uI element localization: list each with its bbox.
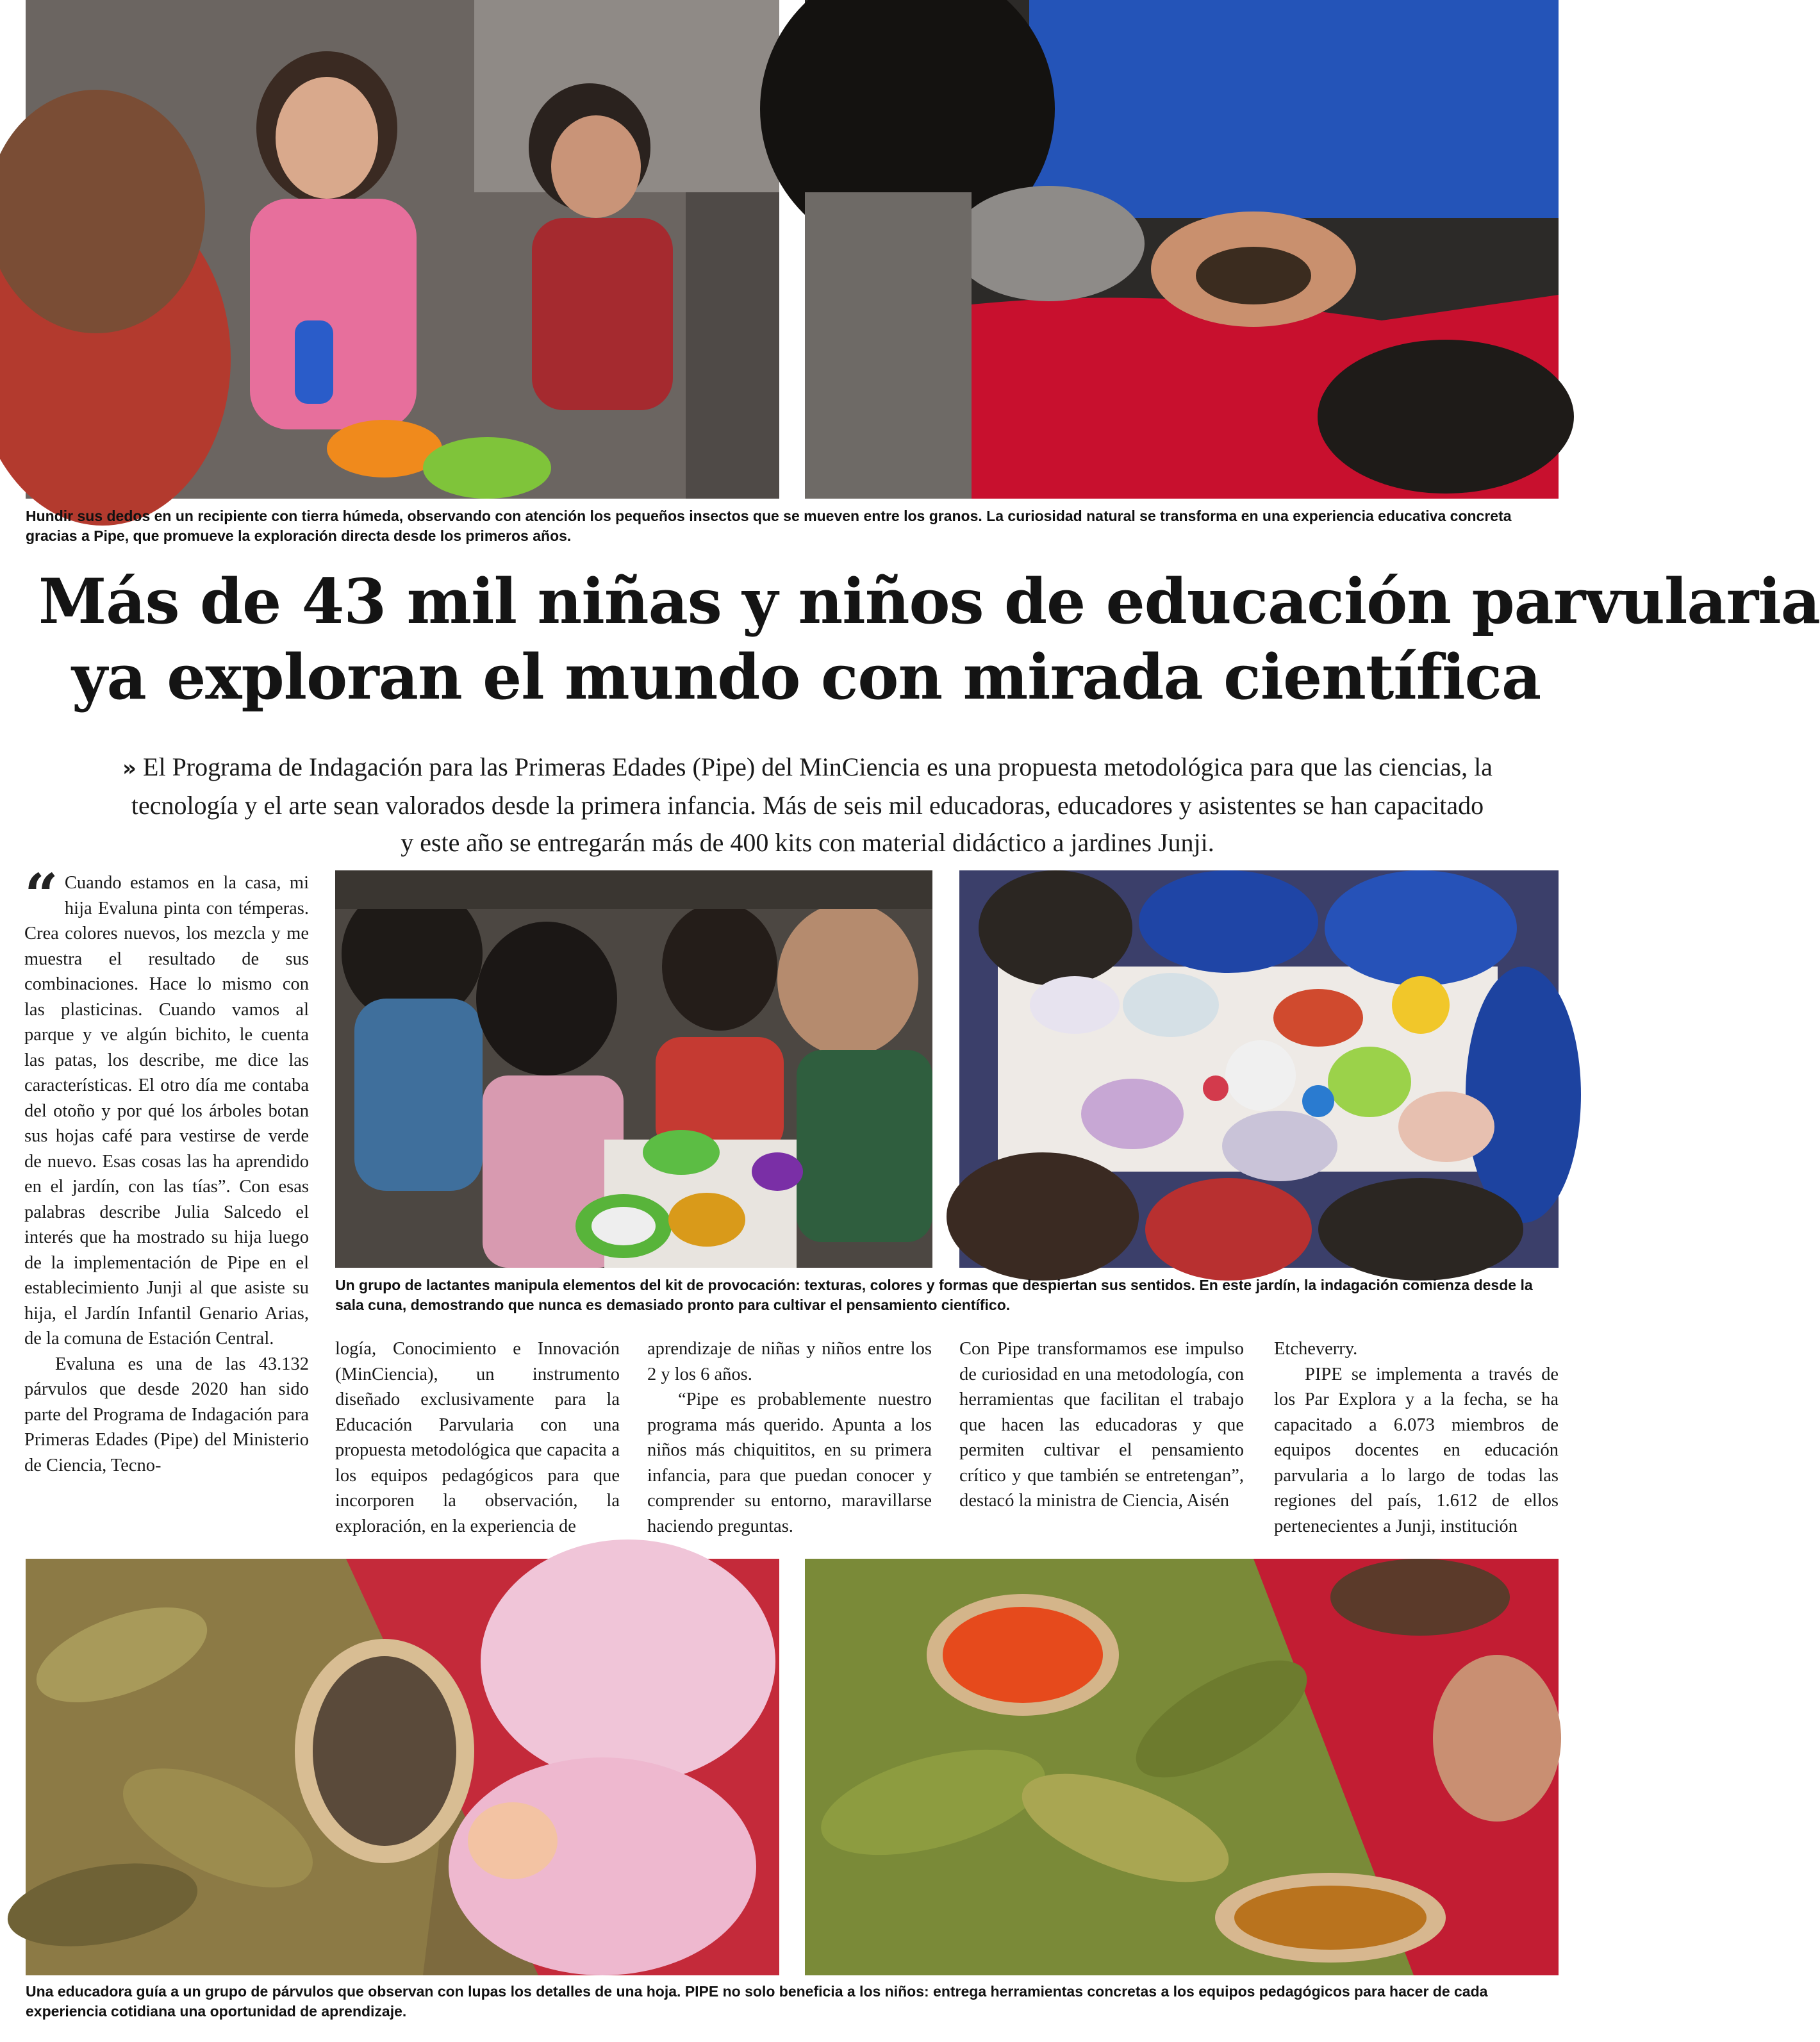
- headline: [38, 564, 1820, 715]
- body-paragraph: Cuando estamos en la casa, mi hija Evaluna pinta con témperas. Crea colores nuevos, los mezcla y me muestra el resultado de sus combinaciones. Hace lo mismo con las plasticinas. Cuando vamos al parque y ve algún bichito, le cuenta las patas, los describe, me dice las características. El otro día me contaba del otoño y por qué los árboles botan sus hojas café para vestirse de verde de nuevo. Esas cosas las ha aprendido en el jardín, con las tías”. Con esas palabras describe Julia Salcedo el interés que ha mostrado su hija luego de la implementación de Pipe en el establecimiento Junji al que asiste su hija, el Jardín Infantil Genario Arias, de la comuna de Estación Central.: [24, 873, 309, 1349]
- photo-table-top-view: [959, 870, 1559, 1268]
- body-paragraph: “Pipe es probablemente nuestro programa más querido. Apunta a los niños más chiquititos, en su primera infancia, para que puedan conocer y comprender su entorno, maravillarse haciendo preguntas.: [647, 1390, 932, 1536]
- body-paragraph: aprendizaje de niñas y niños entre los 2 y los 6 años.: [647, 1339, 932, 1384]
- body-paragraph: Etcheverry.: [1274, 1339, 1358, 1359]
- bottom-photo-caption: Una educadora guía a un grupo de párvulos que observan con lupas los detalles de una hoja. PIPE no solo beneficia a los niños: entrega herramientas concretas a los equipos pedagógicos para hacer de cada experiencia cotidiana una oportunidad de aprendizaje.: [26, 1983, 1488, 2020]
- photo-hand-holding-soil: [805, 0, 1559, 499]
- body-paragraph: Con Pipe transformamos ese impulso de curiosidad en una metodología, con herramientas que facilitan el trabajo que hacen las educadoras y que permiten cultivar el pensamiento crítico y que también se entretengan”, destacó la ministra de Ciencia, Aisén: [959, 1339, 1244, 1511]
- headline-line-2: ya exploran el mundo con mirada científica: [71, 641, 1541, 713]
- body-paragraph: Evaluna es una de las 43.132 párvulos que desde 2020 han sido parte del Programa de Indagación para Primeras Edades (Pipe) del Ministerio de Ciencia, Tecno-: [24, 1354, 309, 1475]
- photo-children-pink-smock: [26, 0, 779, 499]
- headline-line-1: Más de 43 mil niñas y niños de educación parvularia: [38, 565, 1820, 638]
- body-column-5: [1274, 1336, 1559, 1539]
- body-column-1: [24, 861, 309, 1540]
- photo-leaves-and-lenses: [805, 1559, 1559, 1975]
- chevron-right-icon: »: [122, 756, 137, 781]
- body-paragraph: logía, Conocimiento e Innovación (MinCiencia), un instrumento diseñado exclusivamente para la Educación Parvularia con una propuesta metodológica que capacita a los equipos pedagógicos para que incorporen la observación, la exploración, en la experiencia de: [335, 1339, 620, 1536]
- lead-paragraph: [122, 749, 1493, 861]
- quote-mark-icon: “: [24, 861, 58, 930]
- lead-text: El Programa de Indagación para las Primeras Edades (Pipe) del MinCiencia es una propuesta metodológica para que las ciencias, la tecnología y el arte sean valorados desde la primera infancia. Más de seis mil educadoras, educadores y asistentes se han capacitado y este año se entregarán más de 400 kits con material didáctico a jardines Junji.: [131, 752, 1493, 857]
- top-photo-caption: Hundir sus dedos en un recipiente con tierra húmeda, observando con atención los pequeños insectos que se mueven entre los granos. La curiosidad natural se transforma en una experiencia educativa concreta gracias a Pipe, que promueve la exploración directa desde los primeros años.: [26, 508, 1512, 544]
- body-column-3: [647, 1336, 932, 1539]
- body-column-4: [959, 1336, 1244, 1539]
- body-column-2: [335, 1336, 620, 1539]
- body-paragraph: PIPE se implementa a través de los Par Explora y a la fecha, se ha capacitado a 6.073 miembros de equipos docentes en educación parvularia a lo largo de todas las regiones del país, 1.612 de ellos pertenecientes a Junji, institución: [1274, 1364, 1559, 1536]
- photo-toddlers-with-bowls: [335, 870, 932, 1268]
- photo-magnifier-leaves: [26, 1559, 779, 1975]
- middle-photo-caption: Un grupo de lactantes manipula elementos del kit de provocación: texturas, colores y formas que despiertan sus sentidos. En este jardín, la indagación comienza desde la sala cuna, demostrando que nunca es demasiado pronto para cultivar el pensamiento científico.: [335, 1277, 1533, 1313]
